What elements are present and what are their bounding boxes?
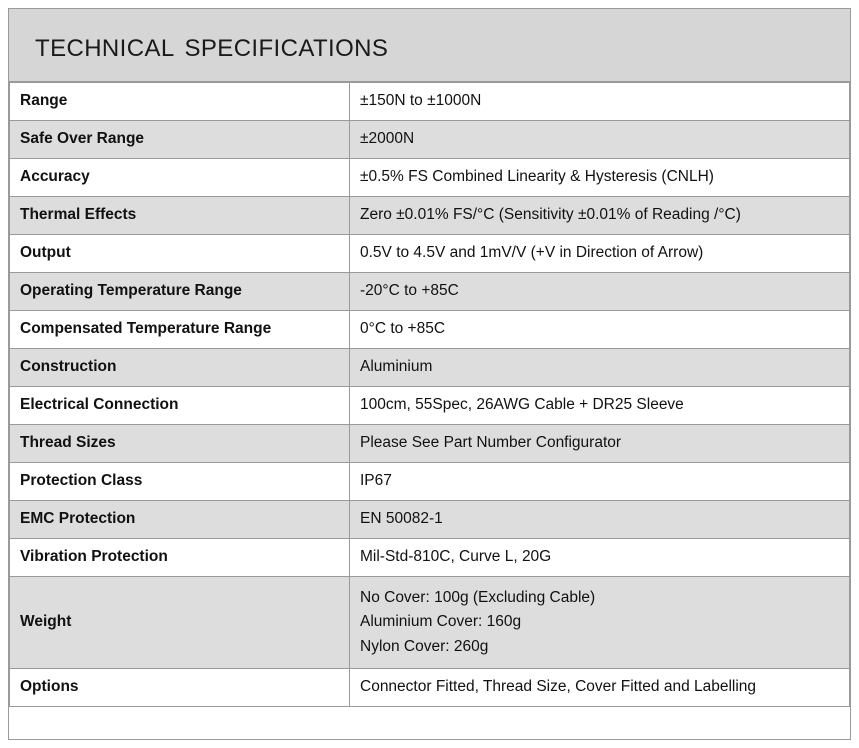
spec-value: Mil-Std-810C, Curve L, 20G (350, 539, 850, 577)
spec-label: EMC Protection (10, 501, 350, 539)
specifications-table (9, 82, 850, 707)
table-row (10, 83, 850, 121)
spec-value-line: Aluminium Cover: 160g (360, 613, 522, 631)
spec-value: IP67 (350, 463, 850, 501)
spec-label: Electrical Connection (10, 387, 350, 425)
table-row (10, 387, 850, 425)
spec-value: Zero ±0.01% FS/°C (Sensitivity ±0.01% of Reading /°C) (350, 197, 850, 235)
spec-label: Accuracy (10, 159, 350, 197)
specifications-table-body (10, 83, 850, 707)
table-row (10, 501, 850, 539)
spec-value-line: No Cover: 100g (Excluding Cable) (360, 588, 596, 606)
spec-value: -20°C to +85C (350, 273, 850, 311)
table-row (10, 425, 850, 463)
spec-label: Range (10, 83, 350, 121)
table-row (10, 577, 850, 669)
spec-label: Output (10, 235, 350, 273)
spec-value: 0.5V to 4.5V and 1mV/V (+V in Direction of Arrow) (350, 235, 850, 273)
spec-label: Thermal Effects (10, 197, 350, 235)
spec-label: Options (10, 669, 350, 707)
table-row (10, 235, 850, 273)
table-row (10, 539, 850, 577)
page-title: technical specifications (35, 25, 389, 64)
spec-value: ±0.5% FS Combined Linearity & Hysteresis (CNLH) (350, 159, 850, 197)
table-row (10, 273, 850, 311)
title-bar (9, 9, 850, 82)
table-row (10, 159, 850, 197)
spec-label: Weight (10, 577, 350, 669)
spec-value: 0°C to +85C (350, 311, 850, 349)
spec-value: EN 50082-1 (350, 501, 850, 539)
spec-value: 100cm, 55Spec, 26AWG Cable + DR25 Sleeve (350, 387, 850, 425)
spec-label: Construction (10, 349, 350, 387)
spec-value: Aluminium (350, 349, 850, 387)
table-row (10, 311, 850, 349)
table-row (10, 197, 850, 235)
spec-value-line: Nylon Cover: 260g (360, 637, 489, 655)
spec-label: Vibration Protection (10, 539, 350, 577)
spec-value: ±2000N (350, 121, 850, 159)
spec-value: Please See Part Number Configurator (350, 425, 850, 463)
table-row (10, 121, 850, 159)
spec-value: ±150N to ±1000N (350, 83, 850, 121)
spec-label: Operating Temperature Range (10, 273, 350, 311)
spec-value (350, 577, 850, 669)
spec-label: Compensated Temperature Range (10, 311, 350, 349)
table-row (10, 349, 850, 387)
specifications-sheet (8, 8, 851, 740)
spec-label: Thread Sizes (10, 425, 350, 463)
table-row (10, 669, 850, 707)
spec-value: Connector Fitted, Thread Size, Cover Fitted and Labelling (350, 669, 850, 707)
spec-label: Protection Class (10, 463, 350, 501)
spec-label: Safe Over Range (10, 121, 350, 159)
table-row (10, 463, 850, 501)
